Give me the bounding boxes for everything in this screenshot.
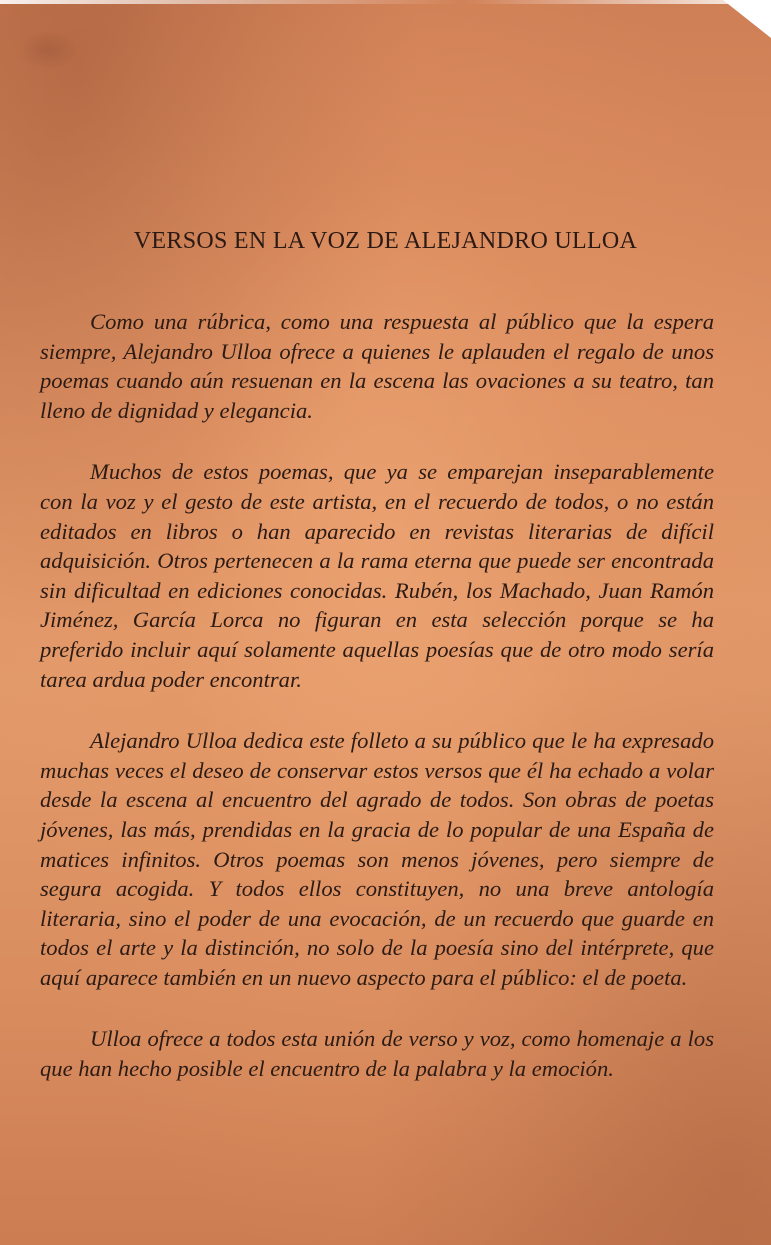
paragraph-4: Ulloa ofrece a todos esta unión de verso y voz, como homenaje a los que han hecho posible el encuentro de la palabra y la emoción. [40, 1026, 714, 1082]
paper-stain [18, 30, 78, 70]
paragraph-3: Alejandro Ulloa dedica este folleto a su público que le ha expresado muchas veces el deseo de conservar estos versos que él ha echado a volar desde la escena al encuentro del agrado de todos. Son obras de poetas jóvenes, las más, prendidas en la gracia de lo popular de una España de matices infinitos. Otros poemas son menos jóvenes, pero siempre de segura acogida. Y todos ellos constituyen, no una breve antología literaria, sino el poder de una evocación, de un recuerdo que guarde en todos el arte y la distinción, no solo de la poesía sino del intérprete, que aquí aparece también en un nuevo aspecto para el público: el de poeta. [40, 728, 714, 990]
paragraph-2: Muchos de estos poemas, que ya se emparejan inseparablemente con la voz y el gesto de este artista, en el recuerdo de todos, o no están editados en libros o han aparecido en revistas literarias de difícil adquisición. Otros pertenecen a la rama eterna que puede ser encontrada sin dificultad en ediciones conocidas. Rubén, los Machado, Juan Ramón Jiménez, García Lorca no figuran en esta selección porque se ha preferido incluir aquí solamente aquellas poesías que de otro modo sería tarea ardua poder encontrar. [40, 459, 714, 692]
page-top-edge [0, 0, 771, 4]
paragraph-1: Como una rúbrica, como una respuesta al público que la espera siempre, Alejandro Ulloa ofrece a quienes le aplauden el regalo de unos poemas cuando aún resuenan en la escena las ovaciones a su teatro, tan lleno de dignidad y elegancia. [40, 309, 714, 423]
document-body [40, 307, 714, 1116]
document-title: VERSOS EN LA VOZ DE ALEJANDRO ULLOA [133, 228, 638, 254]
torn-corner [723, 0, 771, 38]
